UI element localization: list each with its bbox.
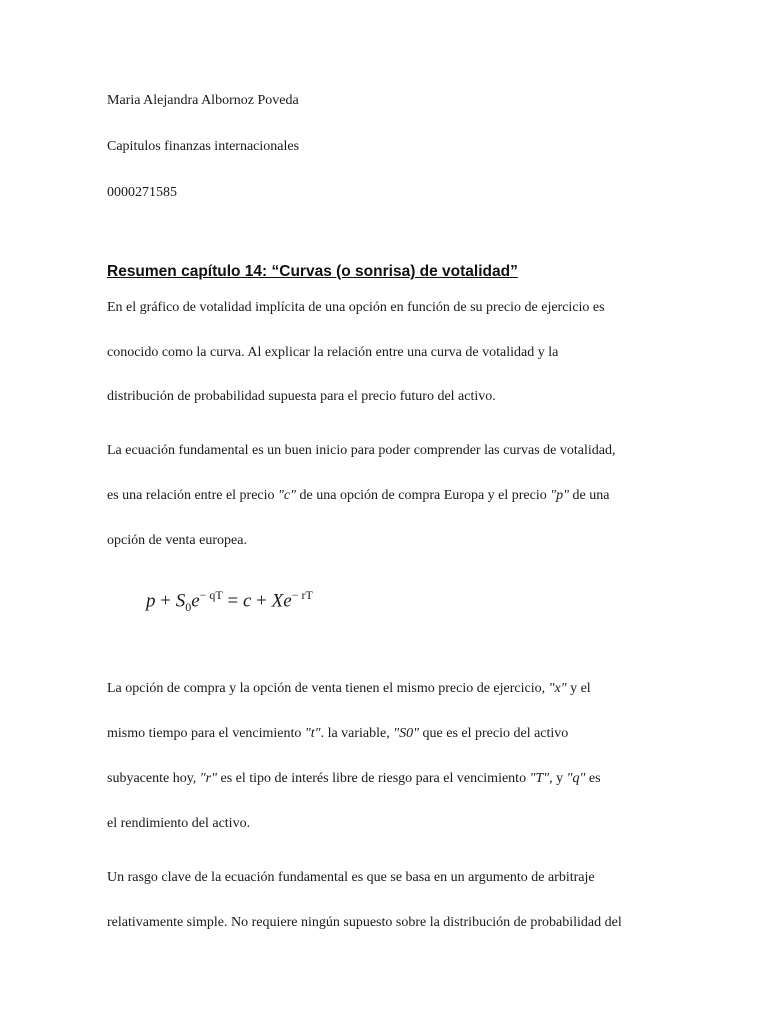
paragraph-line: La ecuación fundamental es un buen inicio para poder comprender las curvas de votalidad, <box>107 443 616 458</box>
paragraph-line: mismo tiempo para el vencimiento "t". la variable, "S0" que es el precio del activo <box>107 726 569 741</box>
put-call-parity-formula: $p + S_0e^{- qT} = c + Xe^{- rT}$ <box>146 588 313 615</box>
paragraph-line: distribución de probabilidad supuesta para el precio futuro del activo. <box>107 389 496 404</box>
paragraph-line: Un rasgo clave de la ecuación fundamental es que se basa en un argumento de arbitraje <box>107 870 595 885</box>
variable-p: "p" <box>550 488 570 503</box>
variable-T: "T" <box>529 771 550 786</box>
student-id: 0000271585 <box>107 185 177 200</box>
section-heading: Resumen capítulo 14: “Curvas (o sonrisa) de votalidad” <box>107 263 518 280</box>
variable-r: "r" <box>199 771 218 786</box>
paragraph-line: relativamente simple. No requiere ningún supuesto sobre la distribución de probabilidad del <box>107 915 622 930</box>
variable-s0: "S0" <box>393 726 420 741</box>
author-name: Maria Alejandra Albornoz Poveda <box>107 93 299 108</box>
course-name: Capitulos finanzas internacionales <box>107 139 300 154</box>
paragraph-line: En el gráfico de votalidad implícita de una opción en función de su precio de ejercicio es <box>107 300 605 315</box>
variable-c: "c" <box>278 488 297 503</box>
variable-x: "x" <box>548 681 567 696</box>
variable-t: "t" <box>304 726 321 741</box>
paragraph-line: el rendimiento del activo. <box>107 816 251 831</box>
paragraph-line: conocido como la curva. Al explicar la relación entre una curva de votalidad y la <box>107 345 559 360</box>
paragraph-line: opción de venta europea. <box>107 533 247 548</box>
paragraph-line: es una relación entre el precio "c" de una opción de compra Europa y el precio "p" de una <box>107 488 610 503</box>
paragraph-line: subyacente hoy, "r" es el tipo de interés libre de riesgo para el vencimiento "T", y "q" es <box>107 771 601 786</box>
paragraph-line: La opción de compra y la opción de venta tienen el mismo precio de ejercicio, "x" y el <box>107 681 591 696</box>
variable-q: "q" <box>566 771 586 786</box>
